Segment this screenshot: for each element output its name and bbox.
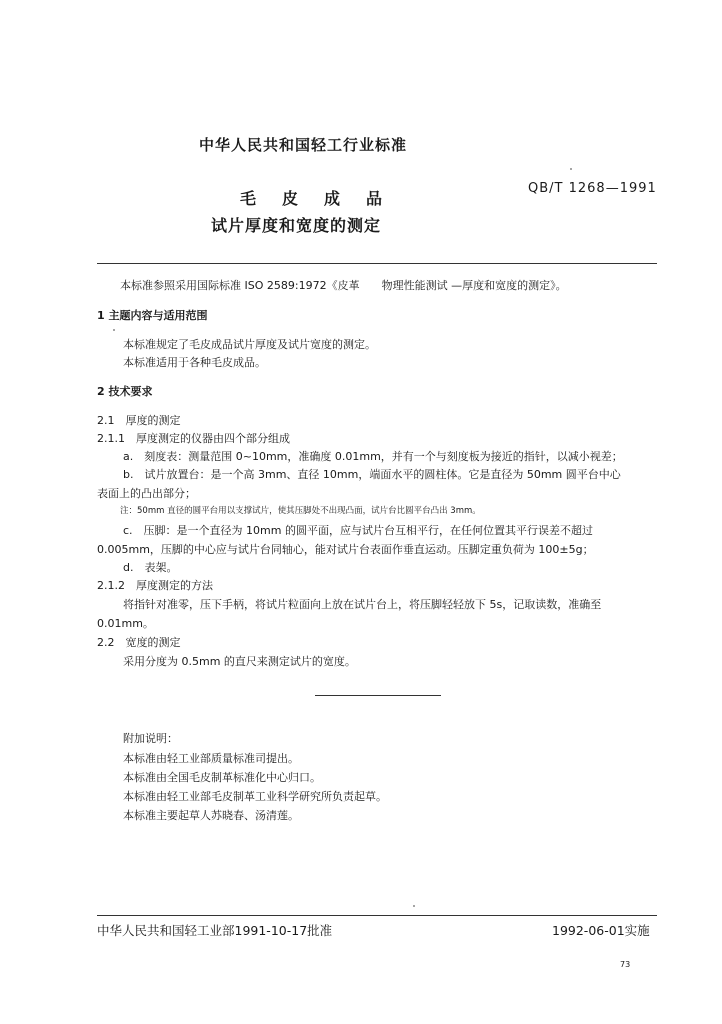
section-2-1-heading: 2.1 厚度的测定: [97, 414, 181, 427]
standard-number: QB/T 1268—1991: [528, 181, 657, 196]
document-title: 毛皮成品: [240, 189, 409, 208]
section-2-1-2-line-2: 0.01mm。: [97, 617, 154, 630]
section-2-heading: 2 技术要求: [97, 385, 153, 398]
item-d: d. 表架。: [123, 561, 178, 574]
scan-speck: [570, 168, 572, 170]
appendix-line-4: 本标准主要起草人苏晓春、汤清莲。: [123, 809, 299, 822]
effective-date: 1992-06-01实施: [552, 923, 650, 938]
item-b-note: 注：50mm 直径的圆平台用以支撑试片，使其压脚处不出现凸面，试片台比圆平台凸出 3mm。: [120, 506, 481, 516]
section-1-line-1: 本标准规定了毛皮成品试片厚度及试片宽度的测定。: [123, 338, 376, 351]
item-a: a. 刻度表：测量范围 0~10mm，准确度 0.01mm，并有一个与刻度板为接近的指针，以减小视差；: [123, 450, 623, 463]
footer-divider: [97, 915, 657, 916]
section-2-1-2-heading: 2.1.2 厚度测定的方法: [97, 579, 213, 592]
section-2-2-heading: 2.2 宽度的测定: [97, 636, 181, 649]
item-b-line-1: b. 试片放置台：是一个高 3mm、直径 10mm，端面水平的圆柱体。它是直径为 50mm 圆平台中心: [123, 468, 621, 481]
section-2-1-1-heading: 2.1.1 厚度测定的仪器由四个部分组成: [97, 432, 290, 445]
approval-date: 中华人民共和国轻工业部1991-10-17批准: [97, 923, 333, 938]
item-c-line-1: c. 压脚：是一个直径为 10mm 的圆平面，应与试片台互相平行，在任何位置其平行误差不超过: [123, 524, 593, 537]
scan-speck: [113, 329, 115, 331]
page-number: 73: [620, 960, 631, 969]
appendix-line-3: 本标准由轻工业部毛皮制革工业科学研究所负责起草。: [123, 790, 387, 803]
section-2-2-line: 采用分度为 0.5mm 的直尺来测定试片的宽度。: [123, 655, 356, 668]
issuing-body-title: 中华人民共和国轻工行业标准: [199, 136, 408, 154]
end-of-text-rule: [315, 695, 441, 696]
scan-speck: [413, 905, 415, 907]
section-1-heading: 1 主题内容与适用范围: [97, 309, 208, 322]
intro-paragraph: 本标准参照采用国际标准 ISO 2589:1972《皮革 物理性能测试 —厚度和宽度的测定》。: [120, 279, 567, 292]
section-2-1-2-line-1: 将指针对准零，压下手柄，将试片粒面向上放在试片台上，将压脚轻轻放下 5s，记取读数，准确至: [123, 598, 602, 611]
appendix-heading: 附加说明：: [123, 732, 178, 745]
appendix-line-1: 本标准由轻工业部质量标准司提出。: [123, 752, 299, 765]
appendix-line-2: 本标准由全国毛皮制革标准化中心归口。: [123, 771, 321, 784]
document-subtitle: 试片厚度和宽度的测定: [211, 216, 382, 235]
item-b-line-2: 表面上的凸出部分；: [97, 487, 196, 500]
section-1-line-2: 本标准适用于各种毛皮成品。: [123, 356, 266, 369]
header-divider: [97, 263, 657, 264]
item-c-line-2: 0.005mm，压脚的中心应与试片台同轴心，能对试片台表面作垂直运动。压脚定重负荷为 100±5g；: [97, 543, 594, 556]
